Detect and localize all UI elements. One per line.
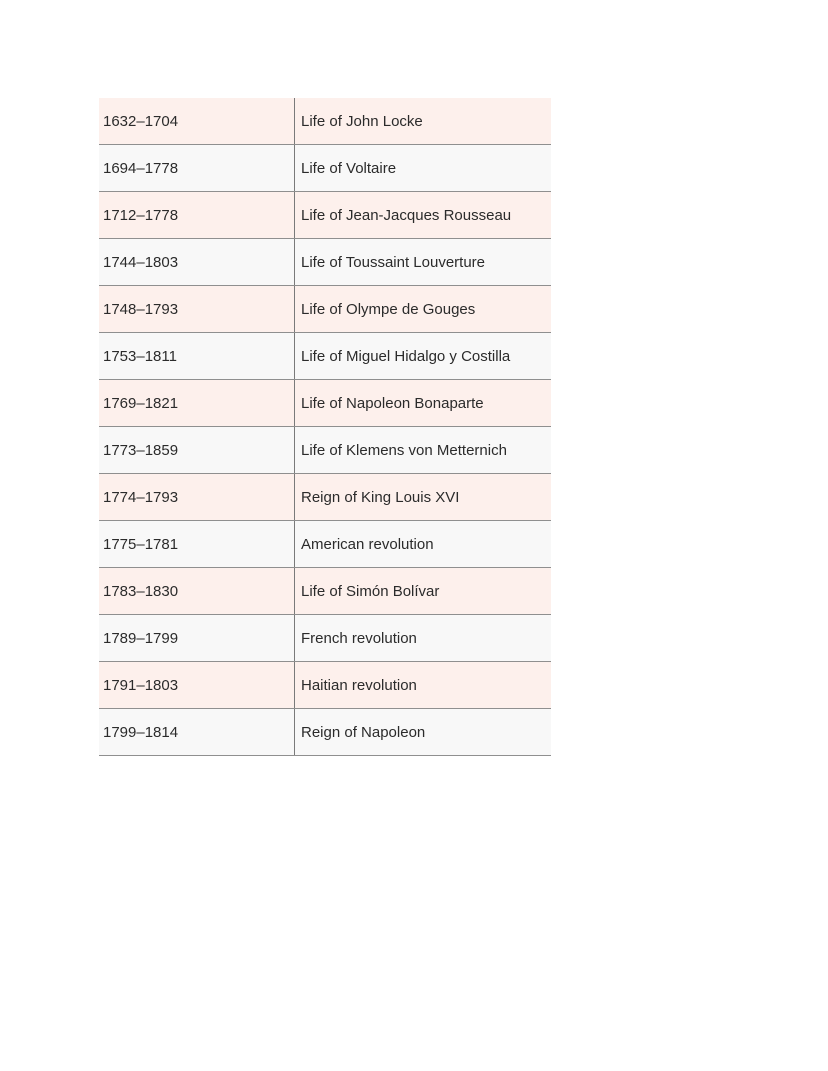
- table-row: [99, 239, 551, 286]
- date-cell: 1799–1814: [99, 709, 295, 756]
- table-row: [99, 521, 551, 568]
- date-cell: 1753–1811: [99, 333, 295, 380]
- event-cell: Life of Klemens von Metternich: [295, 427, 552, 474]
- event-cell: Life of Miguel Hidalgo y Costilla: [295, 333, 552, 380]
- table-row: [99, 427, 551, 474]
- date-cell: 1774–1793: [99, 474, 295, 521]
- event-cell: Life of John Locke: [295, 98, 552, 145]
- table-row: [99, 98, 551, 145]
- event-cell: Life of Toussaint Louverture: [295, 239, 552, 286]
- table-row: [99, 145, 551, 192]
- date-cell: 1789–1799: [99, 615, 295, 662]
- table-row: [99, 615, 551, 662]
- event-cell: American revolution: [295, 521, 552, 568]
- timeline-table: [99, 98, 551, 756]
- table-row: [99, 662, 551, 709]
- table-row: [99, 286, 551, 333]
- date-cell: 1769–1821: [99, 380, 295, 427]
- event-cell: Haitian revolution: [295, 662, 552, 709]
- event-cell: Life of Voltaire: [295, 145, 552, 192]
- table-row: [99, 568, 551, 615]
- table-row: [99, 709, 551, 756]
- event-cell: Life of Jean-Jacques Rousseau: [295, 192, 552, 239]
- event-cell: Life of Olympe de Gouges: [295, 286, 552, 333]
- date-cell: 1791–1803: [99, 662, 295, 709]
- date-cell: 1712–1778: [99, 192, 295, 239]
- table-row: [99, 380, 551, 427]
- date-cell: 1775–1781: [99, 521, 295, 568]
- date-cell: 1744–1803: [99, 239, 295, 286]
- table-row: [99, 474, 551, 521]
- event-cell: Life of Simón Bolívar: [295, 568, 552, 615]
- event-cell: Reign of Napoleon: [295, 709, 552, 756]
- date-cell: 1783–1830: [99, 568, 295, 615]
- date-cell: 1748–1793: [99, 286, 295, 333]
- date-cell: 1694–1778: [99, 145, 295, 192]
- event-cell: French revolution: [295, 615, 552, 662]
- event-cell: Life of Napoleon Bonaparte: [295, 380, 552, 427]
- event-cell: Reign of King Louis XVI: [295, 474, 552, 521]
- table-row: [99, 192, 551, 239]
- date-cell: 1632–1704: [99, 98, 295, 145]
- table-row: [99, 333, 551, 380]
- timeline-table-body: [99, 98, 551, 756]
- date-cell: 1773–1859: [99, 427, 295, 474]
